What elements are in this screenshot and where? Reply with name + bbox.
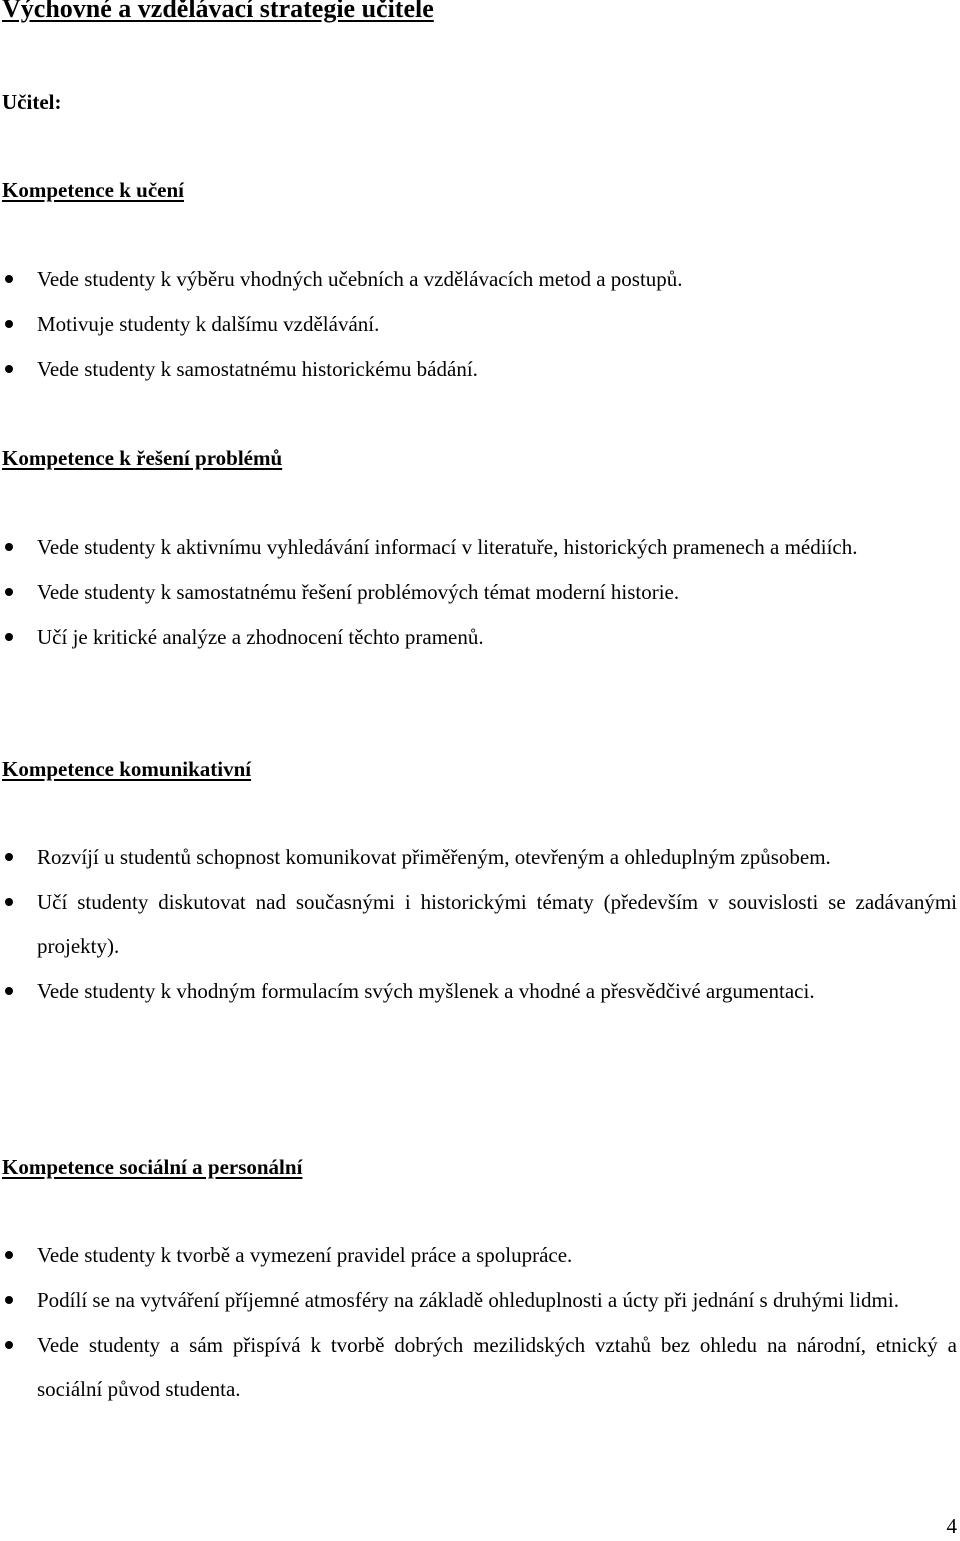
bullet-icon: [5, 365, 13, 373]
list-item: [0, 1278, 957, 1322]
bullet-icon: [5, 275, 13, 283]
teacher-label: Učitel:: [2, 90, 62, 114]
list-item: [0, 1233, 957, 1277]
list-item: [0, 835, 957, 879]
list-item-text: Učí studenty diskutovat nad současnými i historickými tématy (především v souvislosti se zadávanými projekty).: [37, 890, 957, 958]
bullet-icon: [5, 633, 13, 641]
list-item: [0, 570, 957, 614]
document-title: Výchovné a vzdělávací strategie učitele: [2, 0, 434, 23]
bullet-icon: [5, 1296, 13, 1304]
bullet-icon: [5, 1341, 13, 1349]
bullet-icon: [5, 898, 13, 906]
bullet-icon: [5, 320, 13, 328]
list-item: [0, 257, 957, 301]
list-item-text: Vede studenty k samostatnému řešení problémových témat moderní historie.: [37, 580, 680, 604]
bullet-list-communication: [0, 835, 957, 1014]
list-item-text: Učí je kritické analýze a zhodnocení těchto pramenů.: [37, 625, 484, 649]
list-item: [0, 525, 957, 569]
list-item: [0, 880, 957, 968]
list-item-text: Vede studenty a sám přispívá k tvorbě dobrých mezilidských vztahů bez ohledu na národní, etnický a sociální původ studenta.: [37, 1333, 957, 1401]
list-item-text: Rozvíjí u studentů schopnost komunikovat přiměřeným, otevřeným a ohleduplným způsobem.: [37, 845, 831, 869]
list-item: [0, 969, 957, 1013]
list-item: [0, 1323, 957, 1411]
list-item-text: Vede studenty k tvorbě a vymezení pravidel práce a spolupráce.: [37, 1243, 573, 1267]
bullet-list-learning: [0, 257, 957, 392]
bullet-list-problem-solving: [0, 525, 957, 660]
list-item-text: Vede studenty k výběru vhodných učebních a vzdělávacích metod a postupů.: [37, 267, 683, 291]
bullet-icon: [5, 543, 13, 551]
bullet-list-social-personal: [0, 1233, 957, 1412]
list-item: [0, 302, 957, 346]
list-item: [0, 347, 957, 391]
list-item-text: Vede studenty k aktivnímu vyhledávání informací v literatuře, historických pramenech a médiích.: [37, 535, 858, 559]
section-heading-problem-solving: Kompetence k řešení problémů: [2, 446, 283, 470]
bullet-icon: [5, 1251, 13, 1259]
bullet-icon: [5, 853, 13, 861]
bullet-icon: [5, 588, 13, 596]
section-heading-learning: Kompetence k učení: [2, 178, 184, 202]
list-item-text: Motivuje studenty k dalšímu vzdělávání.: [37, 312, 380, 336]
section-heading-communication: Kompetence komunikativní: [2, 757, 252, 781]
list-item-text: Podílí se na vytváření příjemné atmosféry na základě ohleduplnosti a úcty při jednání s druhými lidmi.: [37, 1288, 899, 1312]
bullet-icon: [5, 987, 13, 995]
list-item: [0, 615, 957, 659]
section-heading-social-personal: Kompetence sociální a personální: [2, 1155, 303, 1179]
list-item-text: Vede studenty k samostatnému historickému bádání.: [37, 357, 478, 381]
list-item-text: Vede studenty k vhodným formulacím svých myšlenek a vhodné a přesvědčivé argumentaci.: [37, 979, 815, 1003]
page-number: 4: [946, 1514, 957, 1538]
